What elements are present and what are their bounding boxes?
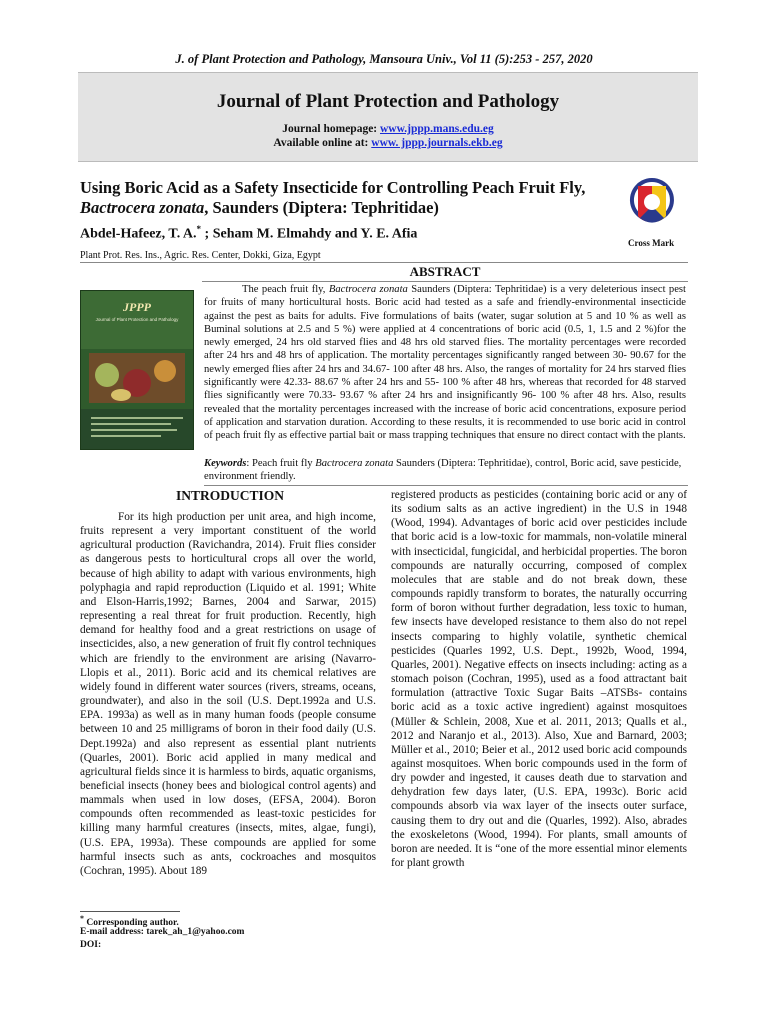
- footnote-mark: *: [80, 914, 84, 923]
- journal-cover-image: [80, 290, 194, 450]
- email-footnote: E-mail address: tarek_ah_1@yahoo.com: [80, 927, 245, 937]
- crossmark-icon[interactable]: [628, 176, 676, 234]
- keywords-text: Saunders (Diptera: Tephritidae), control, Boric acid, save pesticide, environment friendly.: [204, 458, 682, 482]
- running-head: J. of Plant Protection and Pathology, Mansoura Univ., Vol 11 (5):253 - 257, 2020: [175, 52, 593, 66]
- abstract-body: [204, 283, 686, 443]
- authors-rest: ; Seham M. Elmahdy and Y. E. Afia: [201, 226, 418, 242]
- abstract-rule: [80, 262, 202, 263]
- online-link[interactable]: www. jppp.journals.ekb.eg: [371, 137, 503, 149]
- footnote-text: Corresponding author.: [83, 918, 179, 929]
- journal-title: Journal of Plant Protection and Pathology: [216, 91, 560, 112]
- crossmark-label: Cross Mark: [628, 238, 675, 248]
- keywords-label: Keywords: [204, 458, 247, 469]
- introduction-heading: INTRODUCTION: [175, 488, 284, 503]
- cover-artwork: [81, 291, 193, 449]
- affiliation: Plant Prot. Res. Ins., Agric. Res. Center, Dokki, Giza, Egypt: [80, 250, 321, 261]
- homepage-link[interactable]: www.jppp.mans.edu.eg: [380, 123, 494, 135]
- paragraph: registered products as pesticides (containing boric acid or any of its sodium salts as an active ingredient) in the U.S in 1948 (Wood, 1994). Advantages of boric acid over pesticides include that boric acid is a low-toxic for mammals, non-volatile mineral with insecticidal, fungicidal, and herbicidal properties. The boron compounds are naturally occurring, composed of complex molecules that are stable and do not break down, these compounds rapidly transform to borates, the naturally occurring form of boron without further degradation, less toxic to human, few insects have developed resistance to them also do not repel insects comparing to highly volatile, synthetic chemical pesticides (Quarles 1992, U.S. Dept., 1992b, Wood, 1994, Quarles, 2001). Negative effects on insects including: acting as a stomach poison (Cochran, 1995), used as a food attractant bait formulation (attractive Toxic Sugar Baits –ATSBs- contains boric acid as a toxic active ingredient) against mosquitoes (Müller & Schlein, 2008, Xue et al. 2011, 2013; Qualls et al., 2012 and Naranjo et al., 2013). Also, Xue and Barnard, 2003; Müller et al., 2010; Beier et al., 2012 used boric acid compounds against mosquitoes. When boric compounds used in the form of dry powder and ingested, it causes death due to starvation and dehydration few days later, (U.S. EPA, 1993c). Boric acid compounds absorb via wax layer of the insects outer surface, causing them to dry out and die (Quarles, 1992). Also, abrades the exoskeletons (Wood, 1994). For plants, small amounts of boron are needed. It is “one of the more essential minor elements for plant growth: [391, 489, 687, 870]
- footnote-rule: [80, 911, 180, 912]
- online-label: Available online at:: [273, 137, 372, 149]
- keywords: [204, 457, 686, 483]
- keywords-rule: [204, 485, 688, 486]
- article-title: [80, 178, 640, 218]
- corresponding-mark: *: [196, 224, 202, 234]
- journal-homepage-line: [78, 123, 698, 135]
- introduction-column-1: [80, 510, 376, 878]
- introduction-column-2: [391, 488, 687, 870]
- abstract-heading: ABSTRACT: [202, 262, 688, 282]
- cover-logo: JPPP: [123, 300, 151, 314]
- doi-footnote: DOI:: [80, 940, 102, 950]
- cover-title: Journal of Plant Protection and Pathology: [95, 317, 179, 322]
- journal-masthead: [78, 72, 698, 162]
- paragraph: For its high production per unit area, and high income, fruits represent a very important constituent of the world agricultural production (Ravichandra, 2014). Fruit flies consider as dangerous pests to horticultural crops all over the world, because of high ability to adapt with various environments, high polyphagia and rapid reproduction (Liquido et al. 1991; White and Elson-Harris,1992; Barnes, 2004 and Sarwar, 2015) representing a real threat for fruit production. Recently, high demand for healthy food and a great restrictions on usage of insecticides, also, a new generation of fruit fly control techniques which are friendly to the environment are arising (Navarro-Llopis et al., 2011). Boric acid and its chemical relatives are widely found in different water sources (rivers, streams, oceans, groundwater), and also in the soil (U.S. Dept.1992a and U.S. EPA. 1993a) as well as in many human foods (people consume between 10 and 25 milligrams of boron in their food daily (U.S. Dept.1992a) and also represent as essential plant nutrients (Quarles, 2001). Boric acid applied in many medical and agricultural fields since it is harmless to birds, aquatic organisms, beneficial insects (honey bees and biological control agents) and mammals when used in low doses, (EFSA, 2004). Boron compounds often recommended as least-toxic pesticides for killing many harmful creatures (insects, mites, algae, fungi), (U.S. EPA, 1993a). These compounds are applied for some harmful insects such as ants, cockroaches and mosquitos (Cochran, 1995). About 189: [80, 511, 376, 877]
- title-text-2: , Saunders (Diptera: Tephritidae): [204, 198, 439, 217]
- authors: [80, 224, 417, 243]
- keywords-lead: : Peach fruit fly: [246, 458, 316, 469]
- abstract-text: Saunders (Diptera: Tephritidae) is a very deleterious insect pest for fruits of many horticultural hosts. Boric acid had tested as a safe and friendly-environmental insecticide against the pest as baits for adults. Five formulations of baits (water, sugar solution at 5 and 10 % as well as Buminal solutions at 2.5 and 5 %) were applied at 4 concentrations of boric acid (0.5, 1, 1.5 and 2 %)for the newly emerged, 24 hrs old starved flies and 48 hrs old starved flies. The mortality percentages were recorded after 24 hrs and 48 hrs of application. The mortality percentages significantly ranged between 30- 90.67 for the newly emerged flies after 24 hrs and 34.67- 100 after 48 hrs. Also, the ranges of mortality for 24 hrs starved flies significantly were 42.33- 88.67 % after 24 hrs and 55- 100 % after 48 hrs, whereas that recorded for 48 starved flies significantly were 70.33- 93.67 % after 24 hrs and insignificantly 96- 100 % after 48 hrs. Also, results revealed that the mortality percentages increased with the increase of boric acid concentrations, exposure period of application and starvation duration. According to these results, it is recommended to use boric acid in control of peach fruit fly as effective partial bait or mass trapping techniques that ensure no direct contact with the plants.: [204, 284, 686, 442]
- abstract-species: Bactrocera zonata: [328, 284, 408, 295]
- homepage-label: Journal homepage:: [282, 123, 380, 135]
- title-species: Bactrocera zonata: [80, 198, 205, 217]
- online-line: [78, 137, 698, 149]
- keywords-species: Bactrocera zonata: [315, 458, 394, 469]
- abstract-lead: The peach fruit fly,: [242, 284, 329, 295]
- title-text: Using Boric Acid as a Safety Insecticide for Controlling Peach Fruit Fly,: [80, 178, 586, 197]
- author-1: Abdel-Hafeez, T. A.: [80, 226, 197, 242]
